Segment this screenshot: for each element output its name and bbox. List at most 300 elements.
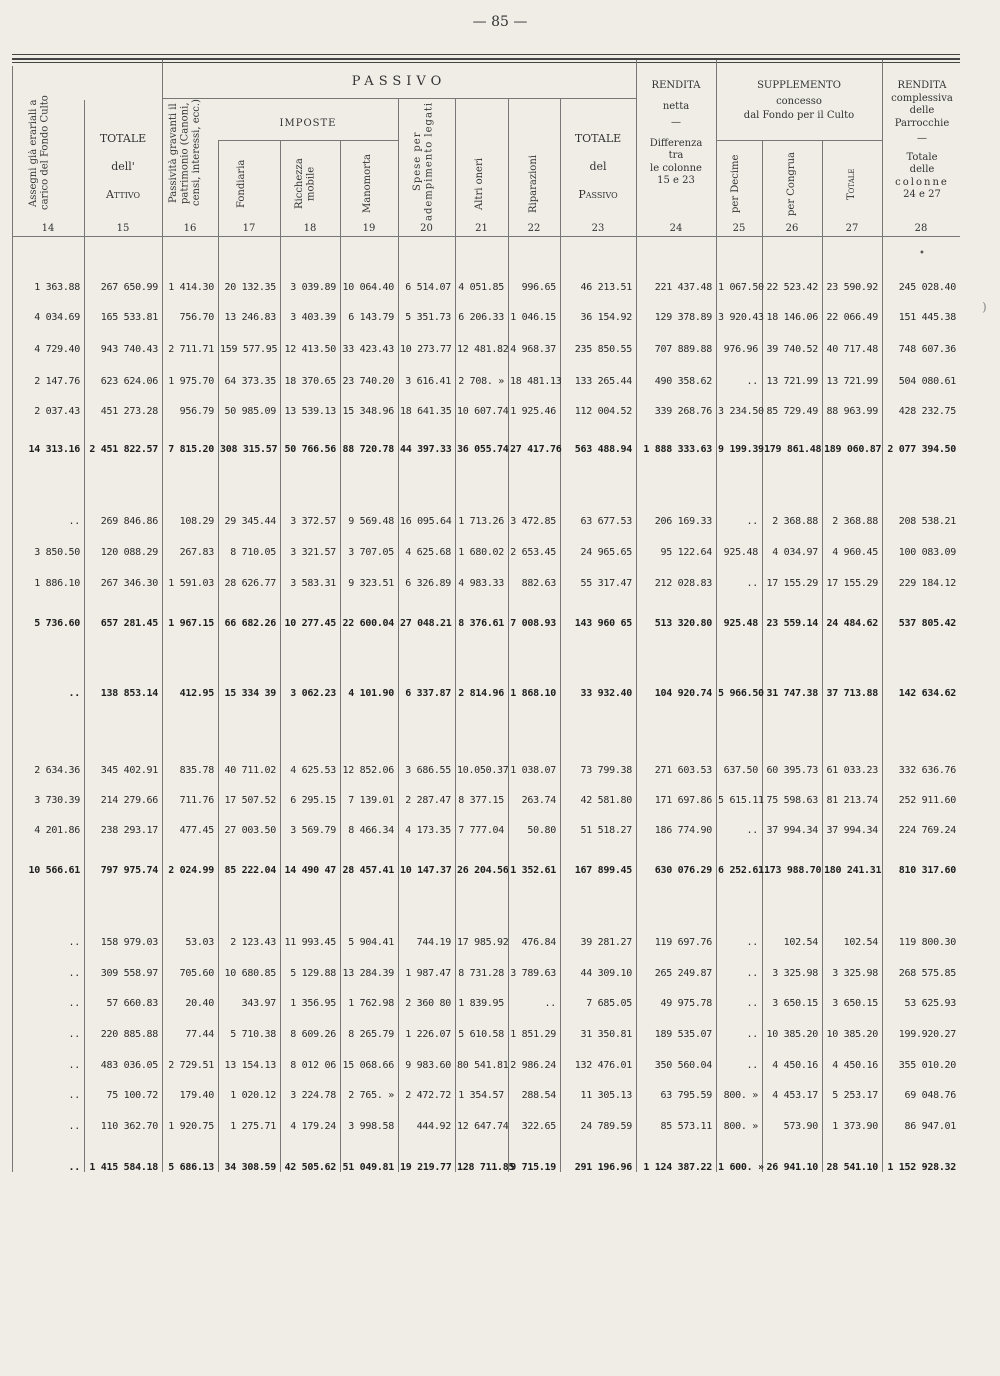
cell-col24: 49 975.78 bbox=[660, 998, 712, 1009]
cell-col22: .. bbox=[544, 998, 556, 1009]
cell-col23: 46 213.51 bbox=[580, 282, 632, 293]
cell-col19: 15 348.96 bbox=[342, 406, 394, 417]
cell-col20: 2 472.72 bbox=[405, 1090, 451, 1101]
cell-col28: 142 634.62 bbox=[898, 688, 956, 699]
cell-col28: 69 048.76 bbox=[904, 1090, 956, 1101]
cell-col19: 23 740.20 bbox=[342, 376, 394, 387]
cell-col27: 40 717.48 bbox=[826, 344, 878, 355]
imposte-underline bbox=[218, 140, 398, 141]
cell-col15: 309 558.97 bbox=[100, 968, 158, 979]
cell-col20: 27 048.21 bbox=[400, 618, 452, 629]
cell-col19: 51 049.81 bbox=[342, 1162, 394, 1173]
cell-col18: 3 569.79 bbox=[290, 825, 336, 836]
cell-col22: 1 925.46 bbox=[510, 406, 556, 417]
cell-col28: 355 010.20 bbox=[898, 1060, 956, 1071]
cell-col18: 3 062.23 bbox=[290, 688, 336, 699]
cell-col14: 14 313.16 bbox=[28, 444, 80, 455]
cell-col23: 42 581.80 bbox=[580, 795, 632, 806]
cell-col14: 2 037.43 bbox=[34, 406, 80, 417]
header-col27: Totale bbox=[846, 168, 857, 200]
cell-col17: 27 003.50 bbox=[224, 825, 276, 836]
column-number: 23 bbox=[591, 223, 605, 234]
cell-col23: 31 350.81 bbox=[580, 1029, 632, 1040]
cell-col28: 208 538.21 bbox=[898, 516, 956, 527]
cell-col18: 5 129.88 bbox=[290, 968, 336, 979]
table-row bbox=[0, 344, 1000, 358]
cell-col20: 2 287.47 bbox=[405, 795, 451, 806]
scan-mark: ) bbox=[982, 300, 987, 314]
column-number: 21 bbox=[475, 223, 488, 234]
cell-col19: 3 707.05 bbox=[348, 547, 394, 558]
cell-col21: 1 680.02 bbox=[458, 547, 504, 558]
cell-col14: 4 034.69 bbox=[34, 312, 80, 323]
cell-col17: 5 710.38 bbox=[230, 1029, 276, 1040]
table-total-row bbox=[0, 444, 1000, 458]
cell-col27: 61 033.23 bbox=[826, 765, 878, 776]
cell-col27: 24 484.62 bbox=[826, 618, 878, 629]
cell-col19: 9 569.48 bbox=[348, 516, 394, 527]
cell-col26: 31 747.38 bbox=[766, 688, 818, 699]
table-row bbox=[0, 1090, 1000, 1104]
cell-col17: 1 275.71 bbox=[230, 1121, 276, 1132]
cell-col15: 657 281.45 bbox=[100, 618, 158, 629]
cell-col17: 66 682.26 bbox=[224, 618, 276, 629]
header-passivo: PASSIVO bbox=[351, 74, 447, 89]
cell-col28: 53 625.93 bbox=[904, 998, 956, 1009]
ink-dot: • bbox=[919, 248, 925, 259]
cell-col21: 12 481.82 bbox=[457, 344, 509, 355]
cell-col25: 6 252.61 bbox=[718, 865, 764, 876]
cell-col27: 10 385.20 bbox=[826, 1029, 878, 1040]
cell-col19: 7 139.01 bbox=[348, 795, 394, 806]
cell-col27: 37 713.88 bbox=[826, 688, 878, 699]
cell-col28: 428 232.75 bbox=[898, 406, 956, 417]
column-number: 26 bbox=[785, 223, 799, 234]
cell-col16: 179.40 bbox=[179, 1090, 214, 1101]
cell-col23: 132 476.01 bbox=[574, 1060, 632, 1071]
cell-col22: 1 038.07 bbox=[510, 765, 556, 776]
cell-col18: 12 413.50 bbox=[284, 344, 336, 355]
cell-col18: 50 766.56 bbox=[284, 444, 336, 455]
cell-col23: 235 850.55 bbox=[574, 344, 632, 355]
cell-col19: 88 720.78 bbox=[342, 444, 394, 455]
header-col18: Ricchezza mobile bbox=[294, 158, 317, 210]
cell-col15: 1 415 584.18 bbox=[89, 1162, 158, 1173]
cell-col18: 6 295.15 bbox=[290, 795, 336, 806]
cell-col24: 189 535.07 bbox=[654, 1029, 712, 1040]
cell-col16: 77.44 bbox=[185, 1029, 214, 1040]
cell-col16: 705.60 bbox=[179, 968, 214, 979]
cell-col23: 7 685.05 bbox=[586, 998, 632, 1009]
cell-col24: 212 028.83 bbox=[654, 578, 712, 589]
cell-col22: 322.65 bbox=[521, 1121, 556, 1132]
cell-col15: 943 740.43 bbox=[100, 344, 158, 355]
cell-col15: 110 362.70 bbox=[100, 1121, 158, 1132]
cell-col17: 15 334 39 bbox=[224, 688, 276, 699]
cell-col28: 199.920.27 bbox=[898, 1029, 956, 1040]
cell-col17: 10 680.85 bbox=[224, 968, 276, 979]
cell-col25: 925.48 bbox=[723, 547, 758, 558]
cell-col26: 39 740.52 bbox=[766, 344, 818, 355]
table-row bbox=[0, 578, 1000, 592]
cell-col20: 5 351.73 bbox=[405, 312, 451, 323]
column-number: 15 bbox=[116, 223, 130, 234]
cell-col14: .. bbox=[68, 1090, 80, 1101]
cell-col19: 5 904.41 bbox=[348, 937, 394, 948]
cell-col17: 34 308.59 bbox=[224, 1162, 276, 1173]
cell-col26: 17 155.29 bbox=[766, 578, 818, 589]
cell-col24: 129 378.89 bbox=[654, 312, 712, 323]
table-row bbox=[0, 765, 1000, 779]
cell-col21: 7 777.04 bbox=[458, 825, 504, 836]
cell-col18: 10 277.45 bbox=[284, 618, 336, 629]
header-col21: Altri oneri bbox=[474, 158, 485, 210]
cell-col23: 36 154.92 bbox=[580, 312, 632, 323]
cell-col20: 1 987.47 bbox=[405, 968, 451, 979]
cell-col14: 3 850.50 bbox=[34, 547, 80, 558]
cell-col19: 15 068.66 bbox=[342, 1060, 394, 1071]
cell-col17: 13 246.83 bbox=[224, 312, 276, 323]
cell-col28: 151 445.38 bbox=[898, 312, 956, 323]
cell-col16: 267.83 bbox=[179, 547, 214, 558]
cell-col25: 5 966.50 bbox=[718, 688, 764, 699]
table-total-row bbox=[0, 688, 1000, 702]
cell-col18: 8 012 06 bbox=[290, 1060, 336, 1071]
cell-col21: 1 839.95 bbox=[458, 998, 504, 1009]
cell-col27: 3 650.15 bbox=[832, 998, 878, 1009]
table-row bbox=[0, 825, 1000, 839]
cell-col26: 37 994.34 bbox=[766, 825, 818, 836]
cell-col25: 3 234.50 bbox=[718, 406, 764, 417]
cell-col28: 229 184.12 bbox=[898, 578, 956, 589]
cell-col22: 2 653.45 bbox=[510, 547, 556, 558]
cell-col22: 9 715.19 bbox=[510, 1162, 556, 1173]
cell-col25: 800. » bbox=[723, 1121, 758, 1132]
cell-col26: 573.90 bbox=[783, 1121, 818, 1132]
cell-col28: 224 769.24 bbox=[898, 825, 956, 836]
table-total-row bbox=[0, 1162, 1000, 1176]
cell-col20: 444.92 bbox=[416, 1121, 451, 1132]
cell-col15: 623 624.06 bbox=[100, 376, 158, 387]
cell-col19: 10 064.40 bbox=[342, 282, 394, 293]
cell-col19: 1 762.98 bbox=[348, 998, 394, 1009]
cell-col26: 2 368.88 bbox=[772, 516, 818, 527]
cell-col24: 490 358.62 bbox=[654, 376, 712, 387]
cell-col26: 3 325.98 bbox=[772, 968, 818, 979]
table-row bbox=[0, 1121, 1000, 1135]
cell-col26: 4 450.16 bbox=[772, 1060, 818, 1071]
cell-col26: 10 385.20 bbox=[766, 1029, 818, 1040]
cell-col25: 800. » bbox=[723, 1090, 758, 1101]
cell-col23: 133 265.44 bbox=[574, 376, 632, 387]
cell-col27: 2 368.88 bbox=[832, 516, 878, 527]
cell-col24: 707 889.88 bbox=[654, 344, 712, 355]
cell-col26: 75 598.63 bbox=[766, 795, 818, 806]
cell-col20: 16 095.64 bbox=[400, 516, 452, 527]
cell-col27: 4 960.45 bbox=[832, 547, 878, 558]
cell-col18: 4 179.24 bbox=[290, 1121, 336, 1132]
cell-col21: 8 376.61 bbox=[458, 618, 504, 629]
cell-col20: 3 686.55 bbox=[405, 765, 451, 776]
column-number: 25 bbox=[732, 223, 746, 234]
table-row bbox=[0, 937, 1000, 951]
cell-col14: .. bbox=[68, 998, 80, 1009]
cell-col22: 263.74 bbox=[521, 795, 556, 806]
cell-col24: 85 573.11 bbox=[660, 1121, 712, 1132]
cell-col23: 143 960 65 bbox=[574, 618, 632, 629]
cell-col22: 1 868.10 bbox=[510, 688, 556, 699]
cell-col24: 221 437.48 bbox=[654, 282, 712, 293]
cell-col16: 2 024.99 bbox=[168, 865, 214, 876]
cell-col25: .. bbox=[746, 516, 758, 527]
cell-col21: 36 055.74 bbox=[457, 444, 509, 455]
header-rendita-complessiva: RENDITA complessiva delle Parrocchie — Totale delle colonne 24 e 27 bbox=[891, 80, 953, 200]
cell-col21: 8 377.15 bbox=[458, 795, 504, 806]
cell-col18: 3 583.31 bbox=[290, 578, 336, 589]
cell-col21: 1 713.26 bbox=[458, 516, 504, 527]
cell-col26: 13 721.99 bbox=[766, 376, 818, 387]
cell-col21: 80 541.81 bbox=[457, 1060, 509, 1071]
cell-col26: 23 559.14 bbox=[766, 618, 818, 629]
cell-col25: .. bbox=[746, 578, 758, 589]
cell-col26: 3 650.15 bbox=[772, 998, 818, 1009]
cell-col22: 7 008.93 bbox=[510, 618, 556, 629]
cell-col28: 245 028.40 bbox=[898, 282, 956, 293]
passivo-underline bbox=[162, 98, 636, 99]
cell-col15: 158 979.03 bbox=[100, 937, 158, 948]
cell-col19: 9 323.51 bbox=[348, 578, 394, 589]
cell-col28: 1 152 928.32 bbox=[887, 1162, 956, 1173]
cell-col25: .. bbox=[746, 937, 758, 948]
cell-col21: 17 985.92 bbox=[457, 937, 509, 948]
cell-col28: 810 317.60 bbox=[898, 865, 956, 876]
cell-col26: 173 988.70 bbox=[764, 865, 822, 876]
cell-col22: 1 851.29 bbox=[510, 1029, 556, 1040]
cell-col14: .. bbox=[68, 1121, 80, 1132]
cell-col18: 3 039.89 bbox=[290, 282, 336, 293]
cell-col20: 4 173.35 bbox=[405, 825, 451, 836]
cell-col24: 186 774.90 bbox=[654, 825, 712, 836]
cell-col14: 3 730.39 bbox=[34, 795, 80, 806]
cell-col28: 332 636.76 bbox=[898, 765, 956, 776]
cell-col14: .. bbox=[68, 1029, 80, 1040]
cell-col17: 64 373.35 bbox=[224, 376, 276, 387]
cell-col24: 1 124 387.22 bbox=[643, 1162, 712, 1173]
header-col19: Manomorta bbox=[362, 154, 373, 214]
cell-col26: 60 395.73 bbox=[766, 765, 818, 776]
cell-col23: 112 004.52 bbox=[574, 406, 632, 417]
table-row bbox=[0, 1060, 1000, 1074]
table-row bbox=[0, 998, 1000, 1012]
cell-col27: 3 325.98 bbox=[832, 968, 878, 979]
cell-col23: 291 196.96 bbox=[574, 1162, 632, 1173]
cell-col19: 4 101.90 bbox=[348, 688, 394, 699]
header-bottom-line bbox=[12, 236, 960, 237]
cell-col17: 2 123.43 bbox=[230, 937, 276, 948]
cell-col22: 2 986.24 bbox=[510, 1060, 556, 1071]
supplemento-underline bbox=[716, 140, 882, 141]
cell-col22: 476.84 bbox=[521, 937, 556, 948]
cell-col24: 339 268.76 bbox=[654, 406, 712, 417]
header-rendita-netta: RENDITA netta — Differenza tra le colonne 15 e 23 bbox=[649, 80, 703, 186]
cell-col27: 23 590.92 bbox=[826, 282, 878, 293]
cell-col16: 412.95 bbox=[179, 688, 214, 699]
cell-col21: 128 711.85 bbox=[457, 1162, 515, 1173]
cell-col20: 4 625.68 bbox=[405, 547, 451, 558]
cell-col19: 12 852.06 bbox=[342, 765, 394, 776]
cell-col16: 956.79 bbox=[179, 406, 214, 417]
cell-col24: 119 697.76 bbox=[654, 937, 712, 948]
cell-col22: 996.65 bbox=[521, 282, 556, 293]
cell-col20: 3 616.41 bbox=[405, 376, 451, 387]
header-col16: Passività gravanti il patrimonio (Canoni, censi, interessi, ecc.) bbox=[168, 99, 202, 207]
column-number: 14 bbox=[41, 223, 55, 234]
cell-col14: .. bbox=[68, 1162, 80, 1173]
cell-col20: 9 983.60 bbox=[405, 1060, 451, 1071]
cell-col25: 1 067.50 bbox=[718, 282, 764, 293]
cell-col27: 28 541.10 bbox=[826, 1162, 878, 1173]
cell-col15: 120 088.29 bbox=[100, 547, 158, 558]
cell-col18: 8 609.26 bbox=[290, 1029, 336, 1040]
cell-col15: 269 846.86 bbox=[100, 516, 158, 527]
cell-col27: 189 060.87 bbox=[824, 444, 882, 455]
cell-col27: 102.54 bbox=[843, 937, 878, 948]
table-row bbox=[0, 1029, 1000, 1043]
cell-col22: 18 481.13 bbox=[510, 376, 562, 387]
cell-col25: 9 199.39 bbox=[718, 444, 764, 455]
cell-col17: 159 577.95 bbox=[220, 344, 278, 355]
cell-col24: 104 920.74 bbox=[654, 688, 712, 699]
cell-col27: 5 253.17 bbox=[832, 1090, 878, 1101]
cell-col14: .. bbox=[68, 688, 80, 699]
cell-col16: 7 815.20 bbox=[168, 444, 214, 455]
cell-col19: 28 457.41 bbox=[342, 865, 394, 876]
cell-col25: .. bbox=[746, 1029, 758, 1040]
column-number: 27 bbox=[845, 223, 859, 234]
cell-col15: 238 293.17 bbox=[100, 825, 158, 836]
cell-col25: 1 600. » bbox=[718, 1162, 764, 1173]
cell-col24: 95 122.64 bbox=[660, 547, 712, 558]
cell-col16: 711.76 bbox=[179, 795, 214, 806]
table-row bbox=[0, 282, 1000, 296]
cell-col23: 33 932.40 bbox=[580, 688, 632, 699]
cell-col15: 220 885.88 bbox=[100, 1029, 158, 1040]
cell-col20: 6 337.87 bbox=[405, 688, 451, 699]
cell-col25: .. bbox=[746, 998, 758, 1009]
header-rule bbox=[12, 62, 960, 63]
cell-col14: 1 363.88 bbox=[34, 282, 80, 293]
cell-col15: 451 273.28 bbox=[100, 406, 158, 417]
cell-col15: 2 451 822.57 bbox=[89, 444, 158, 455]
cell-col17: 85 222.04 bbox=[224, 865, 276, 876]
cell-col15: 214 279.66 bbox=[100, 795, 158, 806]
cell-col21: 4 051.85 bbox=[458, 282, 504, 293]
cell-col14: .. bbox=[68, 937, 80, 948]
cell-col19: 3 998.58 bbox=[348, 1121, 394, 1132]
cell-col14: .. bbox=[68, 1060, 80, 1071]
table-row bbox=[0, 406, 1000, 420]
cell-col19: 33 423.43 bbox=[342, 344, 394, 355]
cell-col27: 81 213.74 bbox=[826, 795, 878, 806]
cell-col16: 756.70 bbox=[179, 312, 214, 323]
cell-col21: 6 206.33 bbox=[458, 312, 504, 323]
cell-col16: 835.78 bbox=[179, 765, 214, 776]
cell-col15: 165 533.81 bbox=[100, 312, 158, 323]
cell-col17: 308 315.57 bbox=[220, 444, 278, 455]
page-number: — 85 — bbox=[472, 14, 528, 30]
cell-col18: 18 370.65 bbox=[284, 376, 336, 387]
cell-col24: 63 795.59 bbox=[660, 1090, 712, 1101]
cell-col18: 11 993.45 bbox=[284, 937, 336, 948]
table-row bbox=[0, 312, 1000, 326]
cell-col23: 39 281.27 bbox=[580, 937, 632, 948]
cell-col16: 53.03 bbox=[185, 937, 214, 948]
cell-col17: 8 710.05 bbox=[230, 547, 276, 558]
cell-col16: 1 414.30 bbox=[168, 282, 214, 293]
cell-col22: 50.80 bbox=[527, 825, 556, 836]
cell-col28: 252 911.60 bbox=[898, 795, 956, 806]
cell-col17: 28 626.77 bbox=[224, 578, 276, 589]
cell-col19: 8 265.79 bbox=[348, 1029, 394, 1040]
cell-col27: 88 963.99 bbox=[826, 406, 878, 417]
cell-col23: 55 317.47 bbox=[580, 578, 632, 589]
cell-col15: 57 660.83 bbox=[106, 998, 158, 1009]
cell-col28: 2 077 394.50 bbox=[887, 444, 956, 455]
cell-col15: 797 975.74 bbox=[100, 865, 158, 876]
cell-col18: 14 490 47 bbox=[284, 865, 336, 876]
cell-col20: 18 641.35 bbox=[400, 406, 452, 417]
cell-col23: 11 305.13 bbox=[580, 1090, 632, 1101]
cell-col17: 17 507.52 bbox=[224, 795, 276, 806]
cell-col27: 180 241.31 bbox=[824, 865, 882, 876]
cell-col26: 85 729.49 bbox=[766, 406, 818, 417]
cell-col28: 504 080.61 bbox=[898, 376, 956, 387]
header-col22: Riparazioni bbox=[528, 155, 539, 213]
cell-col18: 42 505.62 bbox=[284, 1162, 336, 1173]
cell-col23: 51 518.27 bbox=[580, 825, 632, 836]
cell-col23: 24 789.59 bbox=[580, 1121, 632, 1132]
cell-col17: 50 985.09 bbox=[224, 406, 276, 417]
cell-col16: 1 975.70 bbox=[168, 376, 214, 387]
column-number: 22 bbox=[527, 223, 541, 234]
column-number: 24 bbox=[669, 223, 683, 234]
cell-col21: 26 204.56 bbox=[457, 865, 509, 876]
cell-col23: 167 899.45 bbox=[574, 865, 632, 876]
cell-col25: .. bbox=[746, 376, 758, 387]
cell-col25: 5 615.11 bbox=[718, 795, 764, 806]
cell-col19: 2 765. » bbox=[348, 1090, 394, 1101]
header-imposte: IMPOSTE bbox=[279, 118, 337, 129]
cell-col24: 630 076.29 bbox=[654, 865, 712, 876]
cell-col22: 27 417.76 bbox=[510, 444, 562, 455]
cell-col26: 179 861.48 bbox=[764, 444, 822, 455]
cell-col20: 1 226.07 bbox=[405, 1029, 451, 1040]
cell-col21: 2 708. » bbox=[458, 376, 504, 387]
cell-col24: 350 560.04 bbox=[654, 1060, 712, 1071]
cell-col20: 19 219.77 bbox=[400, 1162, 452, 1173]
cell-col15: 267 650.99 bbox=[100, 282, 158, 293]
cell-col17: 1 020.12 bbox=[230, 1090, 276, 1101]
cell-col14: 5 736.60 bbox=[34, 618, 80, 629]
cell-col16: 1 591.03 bbox=[168, 578, 214, 589]
cell-col18: 3 372.57 bbox=[290, 516, 336, 527]
cell-col28: 119 800.30 bbox=[898, 937, 956, 948]
cell-col25: 3 920.43 bbox=[718, 312, 764, 323]
cell-col18: 3 224.78 bbox=[290, 1090, 336, 1101]
cell-col22: 882.63 bbox=[521, 578, 556, 589]
cell-col21: 5 610.58 bbox=[458, 1029, 504, 1040]
header-col17: Fondiaria bbox=[236, 159, 247, 209]
